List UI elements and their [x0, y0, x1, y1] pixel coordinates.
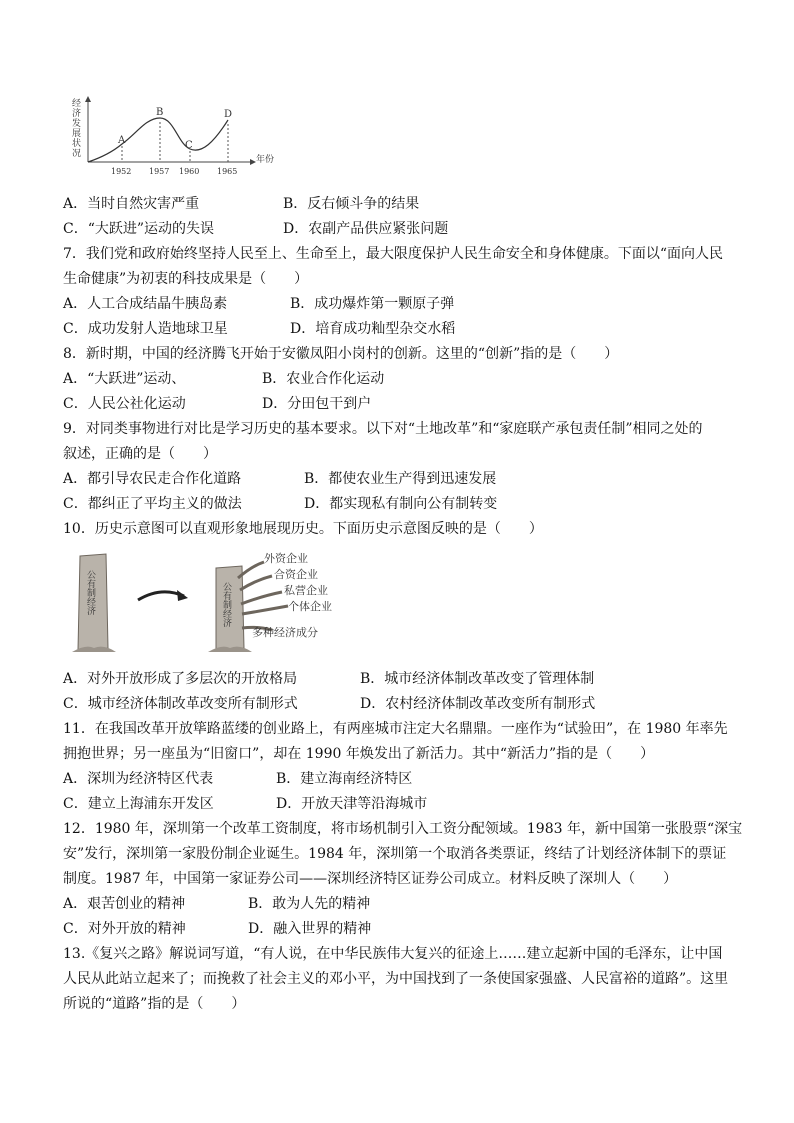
q9-option-c[interactable]: C．都纠正了平均主义的做法 [63, 496, 242, 512]
q12-stem-line2: 安”发行，深圳第一家股份制企业诞生。1984 年，深圳第一个取消各类票证，终结了计划经济体制下的票证 [63, 846, 727, 862]
q11-option-c[interactable]: C．建立上海浦东开发区 [63, 796, 214, 812]
q12-stem-line1: 12．1980 年，深圳第一个改革工资制度，将市场机制引入工资分配领域。1983 年，新中国第一张股票“深宝 [63, 821, 743, 837]
q12-option-a[interactable]: A．艰苦创业的精神 [63, 896, 186, 912]
branch-label-foreign: 外资企业 [264, 552, 308, 565]
q13-stem-line3: 所说的“道路”指的是（ ） [63, 996, 246, 1012]
q8-option-d[interactable]: D．分田包干到户 [262, 396, 372, 412]
q13-stem-line1: 13.《复兴之路》解说词写道，“有人说，在中华民族伟大复兴的征途上……建立起新中国的毛泽东，让中国 [63, 946, 723, 962]
q10-option-c[interactable]: C．城市经济体制改革改变所有制形式 [63, 696, 298, 712]
q12-option-c[interactable]: C．对外开放的精神 [63, 921, 186, 937]
tick-1965: 1965 [217, 167, 238, 176]
growth-arrow [138, 592, 184, 600]
q6-option-c[interactable]: C．“大跃进”运动的失误 [63, 221, 215, 237]
tree-diagram-svg [66, 548, 356, 658]
q11-option-b[interactable]: B．建立海南经济特区 [276, 771, 413, 787]
tick-1957: 1957 [149, 167, 170, 176]
point-label-B: B [156, 107, 164, 118]
q11-stem-line1: 11．在我国改革开放筚路蓝缕的创业路上，有两座城市注定大名鼎鼎。一座作为“试验田”，在 1980 年率先 [63, 721, 728, 737]
q12-option-b[interactable]: B．敢为人先的精神 [248, 896, 371, 912]
economy-chart-svg [66, 94, 280, 184]
q13-stem-line2: 人民从此站立起来了；而挽救了社会主义的邓小平，为中国找到了一条使国家强盛、人民富裕的道路”。这里 [63, 971, 729, 987]
branch-3 [241, 592, 282, 604]
q8-stem: 8．新时期，中国的经济腾飞开始于安徽凤阳小岗村的创新。这里的“创新”指的是（ ） [63, 346, 619, 362]
chart-xlabel: 年份 [256, 155, 275, 165]
q6-option-a[interactable]: A．当时自然灾害严重 [63, 196, 200, 212]
q10-option-a[interactable]: A．对外开放形成了多层次的开放格局 [63, 671, 298, 687]
q10-option-b[interactable]: B．城市经济体制改革改变了管理体制 [360, 671, 595, 687]
point-label-C: C [185, 140, 193, 151]
q11-option-d[interactable]: D．开放天津等沿海城市 [276, 796, 428, 812]
q9-stem-line1: 9．对同类事物进行对比是学习历史的基本要求。以下对“土地改革”和“家庭联产承包责任制”相同之处的 [63, 421, 703, 437]
chart-ylabel [72, 97, 81, 159]
q9-option-b[interactable]: B．都使农业生产得到迅速发展 [304, 471, 497, 487]
branch-4 [242, 606, 288, 614]
ylabel-char: 展 [72, 129, 82, 139]
q7-option-d[interactable]: D．培育成功籼型杂交水稻 [290, 321, 456, 337]
economy-chart [66, 94, 280, 184]
branch-label-joint: 合资企业 [274, 568, 318, 581]
q6-option-d[interactable]: D．农副产品供应紧张问题 [283, 221, 449, 237]
q10-option-d[interactable]: D．农村经济体制改革改变所有制形式 [360, 696, 596, 712]
q8-option-a[interactable]: A．“大跃进”运动、 [63, 371, 186, 387]
ylabel-char: 济 [72, 109, 82, 119]
q6-option-b[interactable]: B．反右倾斗争的结果 [283, 196, 420, 212]
ylabel-char: 发 [72, 119, 82, 129]
tick-1960: 1960 [179, 167, 200, 176]
q10-stem: 10．历史示意图可以直观形象地展现历史。下面历史示意图反映的是（ ） [63, 521, 543, 537]
tree-diagram [66, 548, 356, 658]
q8-option-c[interactable]: C．人民公社化运动 [63, 396, 186, 412]
q9-stem-line2: 叙述，正确的是（ ） [63, 446, 217, 462]
q7-stem-line2: 生命健康”为初衷的科技成果是（ ） [63, 271, 309, 287]
tick-1952: 1952 [111, 167, 132, 176]
q7-option-c[interactable]: C．成功发射人造地球卫星 [63, 321, 228, 337]
q8-option-b[interactable]: B．农业合作化运动 [262, 371, 385, 387]
q9-option-a[interactable]: A．都引导农民走合作化道路 [63, 471, 242, 487]
stump-left-text: 公有制经济 [85, 570, 95, 615]
point-label-A: A [118, 135, 126, 146]
chart-y-arrow [85, 96, 91, 102]
chart-curve [88, 118, 228, 162]
q11-option-a[interactable]: A．深圳为经济特区代表 [63, 771, 214, 787]
q12-option-d[interactable]: D．融入世界的精神 [248, 921, 372, 937]
q11-stem-line2: 拥抱世界；另一座虽为“旧窗口”，却在 1990 年焕发出了新活力。其中“新活力”指的是（ ） [63, 746, 655, 762]
q7-option-a[interactable]: A．人工合成结晶牛胰岛素 [63, 296, 228, 312]
ylabel-char: 状 [72, 139, 82, 149]
ylabel-char: 经 [72, 99, 82, 109]
q9-option-d[interactable]: D．都实现私有制向公有制转变 [304, 496, 498, 512]
tree-trunk-text: 公有制经济 [221, 582, 231, 627]
branch-label-multi: 多种经济成分 [252, 626, 318, 639]
branch-label-private: 私营企业 [284, 584, 328, 597]
branch-label-individual: 个体企业 [288, 600, 332, 613]
ylabel-char: 况 [72, 149, 82, 159]
q7-option-b[interactable]: B．成功爆炸第一颗原子弹 [290, 296, 455, 312]
point-label-D: D [224, 109, 233, 120]
q12-stem-line3: 制度。1987 年，中国第一家证券公司——深圳经济特区证券公司成立。材料反映了深圳人（ ） [63, 871, 678, 887]
growth-arrow-head [177, 590, 188, 601]
branch-2 [240, 576, 272, 590]
q7-stem-line1: 7．我们党和政府始终坚持人民至上、生命至上，最大限度保护人民生命安全和身体健康。下面以“面向人民 [63, 246, 724, 262]
